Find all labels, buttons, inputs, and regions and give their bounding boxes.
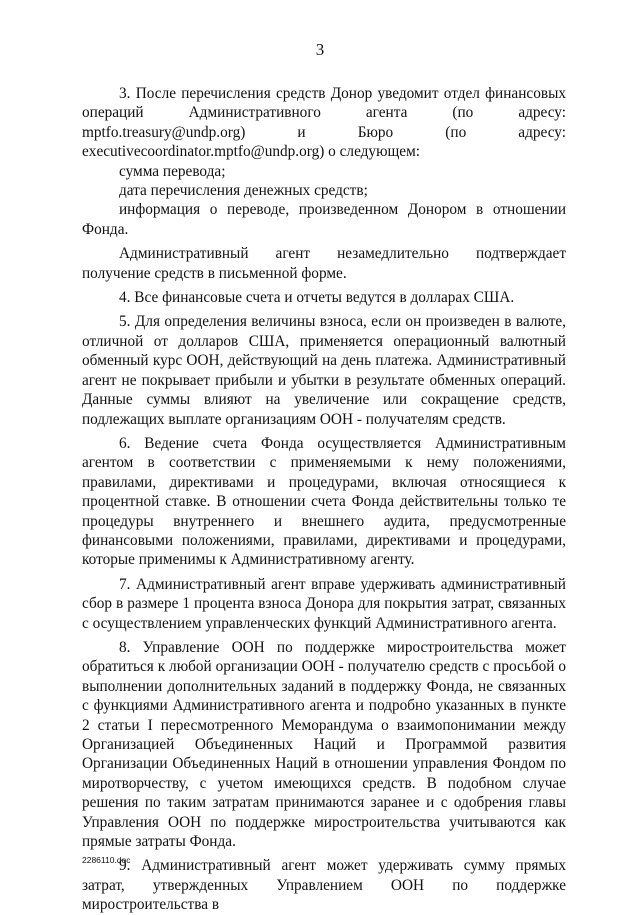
paragraph-8: 8. Управление ООН по поддержке миростроительства может обратиться к любой организации ООН - получателю средств с просьбой о выполнении дополнительных заданий в поддержку Фонда, не связанных с функциями Административного агента и подробно указанных в пункте 2 статьи I пересмотренного Меморандума о взаимопонимании между Организацией Объединенных Наций и Программой развития Организации Объединенных Наций в отношении управления Фондом по миротворчеству, с учетом имеющихся средств. В подобном случае решения по таким затратам принимаются заранее и с одобрения главы Управления ООН по поддержке миростроительства учитываются как прямые затраты Фонда. [82, 638, 566, 851]
paragraph-3: 3. После перечисления средств Донор уведомит отдел финансовых операций Административного агента (по адресу: mptfo.treasury@undp.org) и Бюро (по адресу: executivecoordinator.mptfo@undp.org) о следующем: [82, 85, 566, 161]
page-number: 3 [315, 40, 325, 59]
paragraph-5: 5. Для определения величины взноса, если он произведен в валюте, отличной от долларов США, применяется операционный валютный обменный курс ООН, действующий на день платежа. Административный агент не покрывает прибыли и убытки в результате обменных операций. Данные суммы влияют на увеличение или сокращение средств, подлежащих выплате организациям ООН - получателям средств. [82, 313, 566, 428]
paragraph-6: 6. Ведение счета Фонда осуществляется Административным агентом в соответствии с применяемыми к нему положениями, правилами, директивами и процедурами, включая относящиеся к процентной ставке. В отношении счета Фонда действительны только те процедуры внутреннего и внешнего аудита, предусмотренные финансовыми положениями, правилами, директивами и процедурами, которые применимы к Административному агенту. [82, 434, 566, 569]
document-footer: 2286110.doc [82, 855, 131, 865]
paragraph-9: 9. Административный агент может удерживать сумму прямых затрат, утвержденных Управлением ООН по поддержке миростроительства в [82, 857, 566, 914]
list-item-date: дата перечисления денежных средств; [119, 182, 368, 200]
document-body [82, 84, 566, 915]
paragraph-confirmation: Административный агент незамедлительно подтверждает получение средств в письменной форме. [82, 245, 566, 282]
list-item-transfer-info: информация о переводе, произведенном Донором в отношении Фонда. [82, 201, 566, 238]
paragraph-4: 4. Все финансовые счета и отчеты ведутся в долларах США. [119, 289, 515, 307]
list-item-amount: сумма перевода; [119, 162, 226, 180]
paragraph-7: 7. Административный агент вправе удерживать административный сбор в размере 1 процента взноса Донора для покрытия затрат, связанных с осуществлением управленческих функций Административного агента. [82, 575, 566, 632]
